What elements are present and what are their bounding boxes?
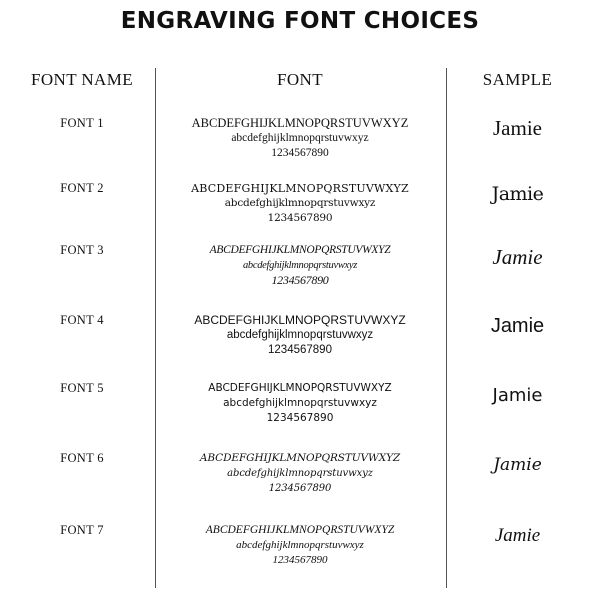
specimen-digits: 1234567890 xyxy=(272,554,328,566)
specimen-uppercase: ABCDEFGHIJKLMNOPQRSTUVWXYZ xyxy=(191,182,409,195)
specimen-uppercase: ABCDEFGHIJKLMNOPQRSTUVWXYZ xyxy=(205,524,395,536)
font-name: FONT 1 xyxy=(60,116,104,130)
specimen-lowercase: abcdefghijklmnopqrstuvwxyz xyxy=(226,329,374,341)
font-row-7 xyxy=(0,523,600,583)
font-row-5 xyxy=(0,381,600,441)
specimen-lowercase: abcdefghijklmnopqrstuvwxyz xyxy=(227,468,373,479)
column-header-sample: SAMPLE xyxy=(482,70,553,89)
specimen-uppercase: ABCDEFGHIJKLMNOPQRSTUVWXYZ xyxy=(208,382,392,394)
font-sample: Jamie xyxy=(490,315,545,337)
specimen-digits: 1234567890 xyxy=(271,147,329,159)
font-row-1 xyxy=(0,116,600,176)
font-specimen xyxy=(160,181,440,226)
font-specimen xyxy=(160,243,440,288)
specimen-lowercase: abcdefghijklmnopqrstuvwxyz xyxy=(223,397,377,409)
specimen-digits: 1234567890 xyxy=(268,344,332,356)
font-sample: Jamie xyxy=(492,245,543,269)
specimen-lowercase: abcdefghijklmnopqrstuvwxyz xyxy=(231,132,369,144)
font-sample: Jamie xyxy=(493,116,542,140)
font-name: FONT 4 xyxy=(60,313,104,327)
font-specimen xyxy=(160,116,440,161)
font-name: FONT 6 xyxy=(60,451,104,465)
specimen-uppercase: ABCDEFGHIJKLMNOPQRSTUVWXYZ xyxy=(191,116,409,130)
font-specimen xyxy=(160,451,440,496)
font-row-6 xyxy=(0,451,600,511)
font-name: FONT 5 xyxy=(60,381,104,395)
specimen-uppercase: ABCDEFGHIJKLMNOPQRSTUVWXYZ xyxy=(199,452,401,464)
specimen-lowercase: abcdefghijklmnopqrstuvwxyz xyxy=(242,260,358,271)
font-specimen xyxy=(160,523,440,568)
specimen-digits: 1234567890 xyxy=(267,212,333,224)
font-row-2 xyxy=(0,181,600,241)
font-row-3 xyxy=(0,243,600,303)
font-sample: Jamie xyxy=(492,385,543,406)
font-specimen xyxy=(160,381,440,426)
font-name: FONT 7 xyxy=(60,523,104,537)
specimen-digits: 1234567890 xyxy=(268,483,332,494)
column-header-font: FONT xyxy=(277,70,323,89)
font-sample: Jamie xyxy=(494,525,541,546)
font-row-4 xyxy=(0,313,600,373)
font-sample: Jamie xyxy=(493,455,542,475)
specimen-digits: 1234567890 xyxy=(271,273,329,287)
specimen-uppercase: ABCDEFGHIJKLMNOPQRSTUVWXYZ xyxy=(194,313,406,327)
column-header-font-name: FONT NAME xyxy=(31,70,133,89)
specimen-digits: 1234567890 xyxy=(266,412,334,424)
font-name: FONT 2 xyxy=(60,181,104,195)
font-specimen xyxy=(160,313,440,358)
font-sample: Jamie xyxy=(491,183,544,205)
page-title: ENGRAVING FONT CHOICES xyxy=(120,8,480,34)
specimen-uppercase: ABCDEFGHIJKLMNOPQRSTUVWXYZ xyxy=(209,244,391,256)
font-name: FONT 3 xyxy=(60,243,104,257)
specimen-lowercase: abcdefghijklmnopqrstuvwxyz xyxy=(224,197,376,209)
specimen-lowercase: abcdefghijklmnopqrstuvwxyz xyxy=(236,539,364,551)
